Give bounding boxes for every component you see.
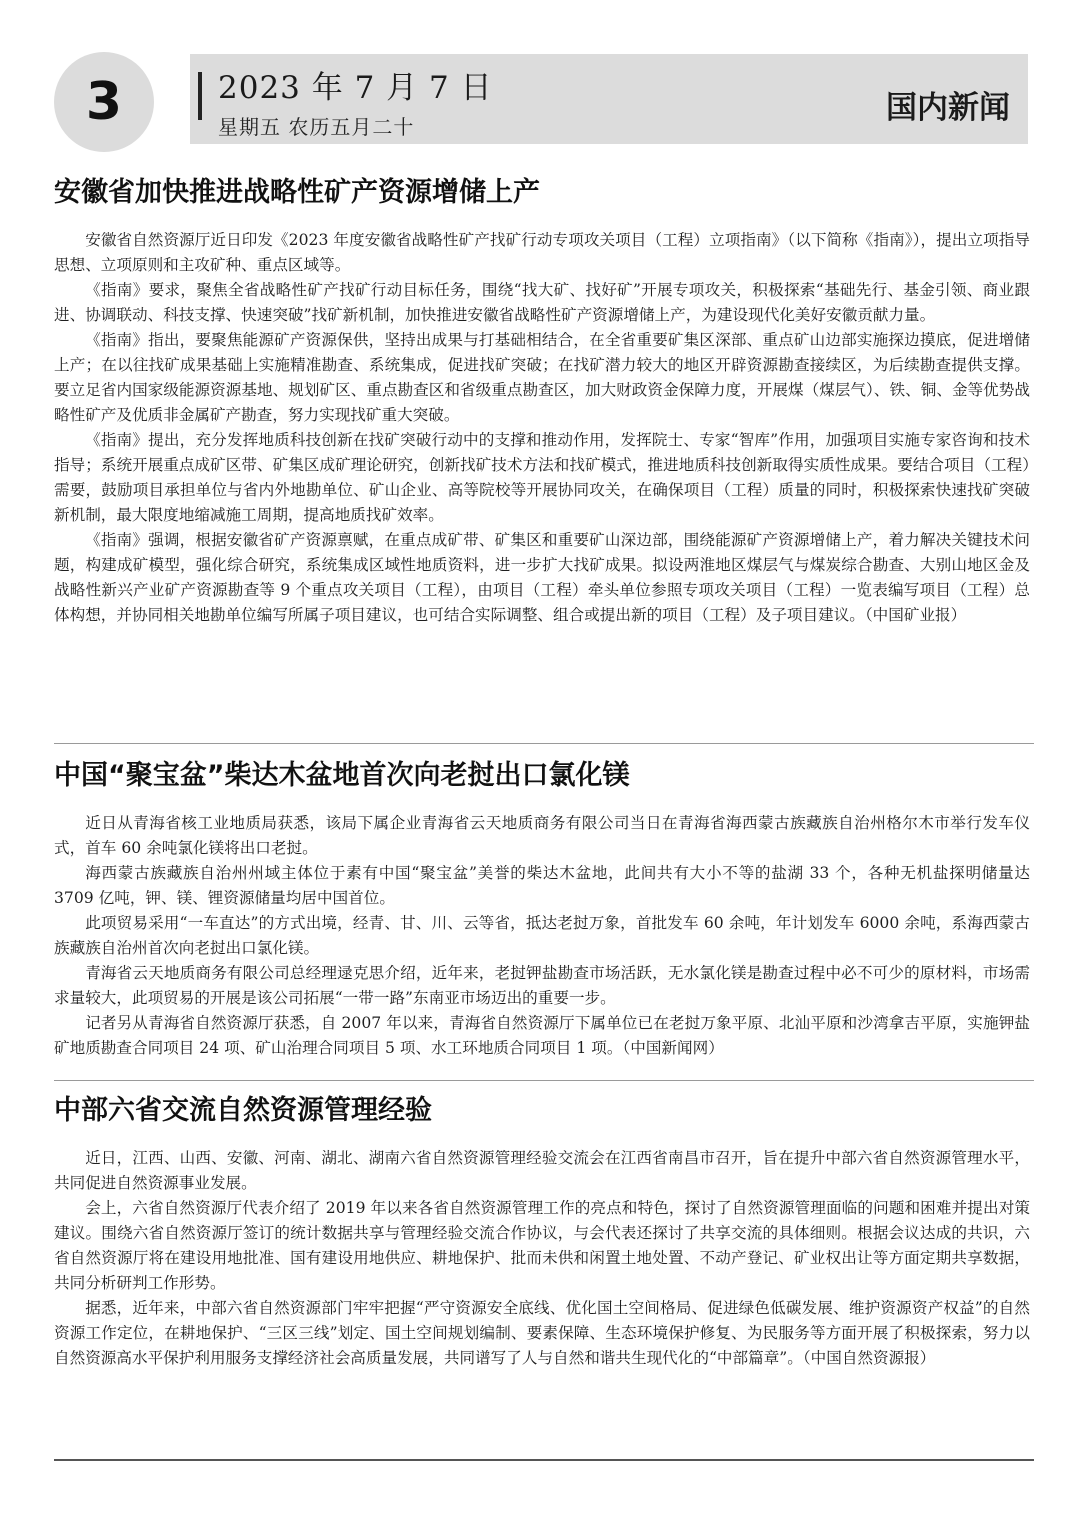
article-paragraph: 海西蒙古族藏族自治州州域主体位于素有中国“聚宝盆”美誉的柴达木盆地，此间共有大小不等的盐湖 33 个，各种无机盐探明储量达 3709 亿吨，钾、镁、锂资源储量均居中国首位。 <box>54 864 1030 907</box>
page-number-badge <box>54 52 154 152</box>
article-paragraph: 会上，六省自然资源厅代表介绍了 2019 年以来各省自然资源管理工作的亮点和特色，探讨了自然资源管理面临的问题和困难并提出对策建议。围绕六省自然资源厅签订的统计数据共享与管理经验交流合作协议，与会代表还探讨了共享交流的具体细则。根据会议达成的共识，六省自然资源厅将在建设用地批准、国有建设用地供应、耕地保护、批而未供和闲置土地处置、不动产登记、矿业权出让等方面定期共享数据，共同分析研判工作形势。 <box>54 1199 1030 1292</box>
article-headline: 中国“聚宝盆”柴达木盆地首次向老挝出口氯化镁 <box>54 760 630 791</box>
page-bottom-rule <box>54 1459 1034 1461</box>
article-paragraph: 据悉，近年来，中部六省自然资源部门牢牢把握“严守资源安全底线、优化国土空间格局、促进绿色低碳发展、维护资源资产权益”的自然资源工作定位，在耕地保护、“三区三线”划定、国土空间规划编制、要素保障、生态环境保护修复、为民服务等方面开展了积极探索，努力以自然资源高水平保护利用服务支撑经济社会高质量发展，共同谱写了人与自然和谐共生现代化的“中部篇章”。（中国自然资源报） <box>54 1299 1030 1367</box>
article-paragraph: 安徽省自然资源厅近日印发《2023 年度安徽省战略性矿产找矿行动专项攻关项目（工程）立项指南》（以下简称《指南》），提出立项指导思想、立项原则和主攻矿种、重点区域等。 <box>54 231 1030 274</box>
article-headline: 中部六省交流自然资源管理经验 <box>54 1095 432 1126</box>
section-title: 国内新闻 <box>886 90 1010 126</box>
article-paragraph: 《指南》提出，充分发挥地质科技创新在找矿突破行动中的支撑和推动作用，发挥院士、专家“智库”作用，加强项目实施专家咨询和技术指导；系统开展重点成矿区带、矿集区成矿理论研究，创新找矿技术方法和找矿模式，推进地质科技创新取得实质性成果。要结合项目（工程）需要，鼓励项目承担单位与省内外地勘单位、矿山企业、高等院校等开展协同攻关，在确保项目（工程）质量的同时，积极探索快速找矿突破新机制，最大限度地缩减施工周期，提高地质找矿效率。 <box>54 431 1030 524</box>
article-paragraph: 记者另从青海省自然资源厅获悉，自 2007 年以来，青海省自然资源厅下属单位已在老挝万象平原、北汕平原和沙湾拿吉平原，实施钾盐矿地质勘查合同项目 24 项、矿山治理合同项目 5 项、水工环地质合同项目 1 项。（中国新闻网） <box>54 1014 1030 1057</box>
article-paragraph: 近日，江西、山西、安徽、河南、湖北、湖南六省自然资源管理经验交流会在江西省南昌市召开，旨在提升中部六省自然资源管理水平，共同促进自然资源事业发展。 <box>54 1149 1030 1192</box>
page-number: 3 <box>85 72 123 132</box>
issue-date: 2023 年 7 月 7 日 <box>218 70 493 106</box>
article-central-six-provinces <box>54 1094 1030 1371</box>
article-paragraph: 《指南》指出，要聚焦能源矿产资源保供，坚持出成果与打基础相结合，在全省重要矿集区深部、重点矿山边部实施探边摸底，促进增储上产；在以往找矿成果基础上实施精准勘查、系统集成，促进找矿突破；在找矿潜力较大的地区开辟资源勘查接续区，为后续勘查提供支撑。要立足省内国家级能源资源基地、规划矿区、重点勘查区和省级重点勘查区，加大财政资金保障力度，开展煤（煤层气）、铁、铜、金等优势战略性矿产及优质非金属矿产勘查，努力实现找矿重大突破。 <box>54 331 1030 424</box>
article-divider <box>54 1080 1034 1081</box>
article-paragraph: 此项贸易采用“一车直达”的方式出境，经青、甘、川、云等省，抵达老挝万象，首批发车 60 余吨，年计划发车 6000 余吨，系海西蒙古族藏族自治州首次向老挝出口氯化镁。 <box>54 914 1030 957</box>
header-divider-bar <box>198 72 202 120</box>
article-headline: 安徽省加快推进战略性矿产资源增储上产 <box>54 177 540 208</box>
article-paragraph: 近日从青海省核工业地质局获悉，该局下属企业青海省云天地质商务有限公司当日在青海省海西蒙古族藏族自治州格尔木市举行发车仪式，首车 60 余吨氯化镁将出口老挝。 <box>54 814 1030 857</box>
article-qaidam-magnesium <box>54 759 1030 1061</box>
article-paragraph: 青海省云天地质商务有限公司总经理逯克思介绍，近年来，老挝钾盐勘查市场活跃，无水氯化镁是勘查过程中必不可少的原材料，市场需求量较大，此项贸易的开展是该公司拓展“一带一路”东南亚市场迈出的重要一步。 <box>54 964 1030 1007</box>
article-paragraph: 《指南》强调，根据安徽省矿产资源禀赋，在重点成矿带、矿集区和重要矿山深边部，围绕能源矿产资源增储上产，着力解决关键技术问题，构建成矿模型，强化综合研究，系统集成区域性地质资料，进一步扩大找矿成果。拟设两淮地区煤层气与煤炭综合勘查、大别山地区金及战略性新兴产业矿产资源勘查等 9 个重点攻关项目（工程），由项目（工程）牵头单位参照专项攻关项目（工程）一览表编写项目（工程）总体构想，并协同相关地勘单位编写所属子项目建议，也可结合实际调整、组合或提出新的项目（工程）及子项目建议。（中国矿业报） <box>54 531 1030 624</box>
article-paragraph: 《指南》要求，聚焦全省战略性矿产找矿行动目标任务，围绕“找大矿、找好矿”开展专项攻关，积极探索“基础先行、基金引领、商业跟进、协调联动、科技支撑、快速突破”找矿新机制，加快推进安徽省战略性矿产资源增储上产，为建设现代化美好安徽贡献力量。 <box>54 281 1030 324</box>
article-anhui-minerals <box>54 176 1030 628</box>
issue-weekday-lunar: 星期五 农历五月二十 <box>218 115 415 139</box>
article-divider <box>54 743 1034 744</box>
